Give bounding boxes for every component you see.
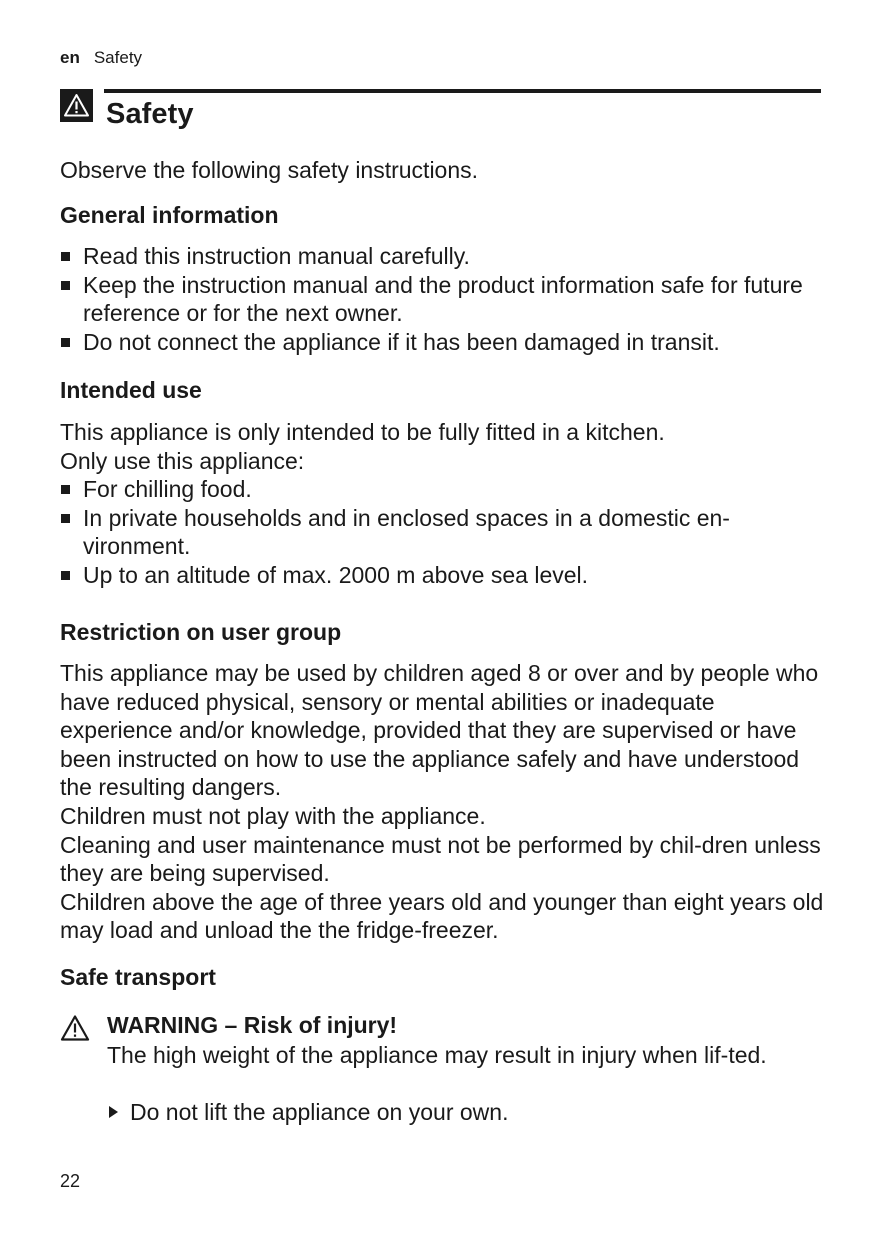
title-rule [104, 89, 821, 93]
intended-use-list [60, 475, 830, 589]
page-number: 22 [60, 1171, 81, 1191]
restriction-loading: Children above the age of three years old and younger than eight years old may load and unload the the fridge-freezer. [60, 888, 824, 944]
bullet-icon [61, 571, 70, 580]
bullet-icon [61, 252, 70, 261]
warning-icon [60, 1014, 90, 1042]
intro-text [60, 156, 830, 185]
restriction-heading: Restriction on user group [60, 619, 342, 645]
page-title: Safety [106, 98, 194, 130]
list-item: Do not connect the appliance if it has been damaged in transit. [60, 328, 830, 357]
general-info-heading: General information [60, 202, 279, 228]
restriction-paragraph: This appliance may be used by children aged 8 or over and by people who have reduced physical, sensory or mental abilities or inadequate experience and/or knowledge, provided that they are supervised or have been instructed on how to use the appliance safely and have understood the resulting dangers. [60, 660, 819, 801]
action-step [107, 1098, 807, 1127]
language-code: en [60, 48, 80, 67]
running-header [60, 48, 142, 68]
header-section: Safety [93, 48, 143, 67]
list-item: In private households and in enclosed spaces in a domestic en-vironment. [60, 504, 830, 561]
list-item: Read this instruction manual carefully. [60, 242, 830, 271]
general-info-section [60, 242, 830, 356]
bullet-icon [61, 514, 70, 523]
bullet-icon [61, 338, 70, 347]
warning-title: WARNING – Risk of injury! [107, 1012, 398, 1038]
list-item: Keep the instruction manual and the product information safe for future reference or for the next owner. [60, 271, 830, 328]
intended-use-paragraph: This appliance is only intended to be fully fitted in a kitchen. [60, 419, 665, 445]
safe-transport-heading: Safe transport [60, 964, 216, 990]
action-text: Do not lift the appliance on your own. [130, 1099, 509, 1125]
restriction-cleaning: Cleaning and user maintenance must not be performed by chil-dren unless they are being supervised. [60, 831, 821, 887]
warning-triangle-icon [60, 89, 93, 122]
restriction-play: Children must not play with the appliance. [60, 802, 486, 829]
bullet-icon [61, 281, 70, 290]
intended-use-section [60, 418, 830, 590]
intended-use-heading: Intended use [60, 377, 202, 403]
bullet-icon [61, 485, 70, 494]
list-item: For chilling food. [60, 475, 830, 504]
list-item: Up to an altitude of max. 2000 m above sea level. [60, 561, 830, 590]
intended-use-lead: Only use this appliance: [60, 447, 305, 474]
restriction-section [60, 659, 830, 945]
intro-paragraph: Observe the following safety instructions. [60, 157, 479, 183]
play-arrow-icon [109, 1106, 118, 1118]
warning-text: The high weight of the appliance may result in injury when lif-ted. [107, 1042, 767, 1068]
general-info-list [60, 242, 830, 356]
